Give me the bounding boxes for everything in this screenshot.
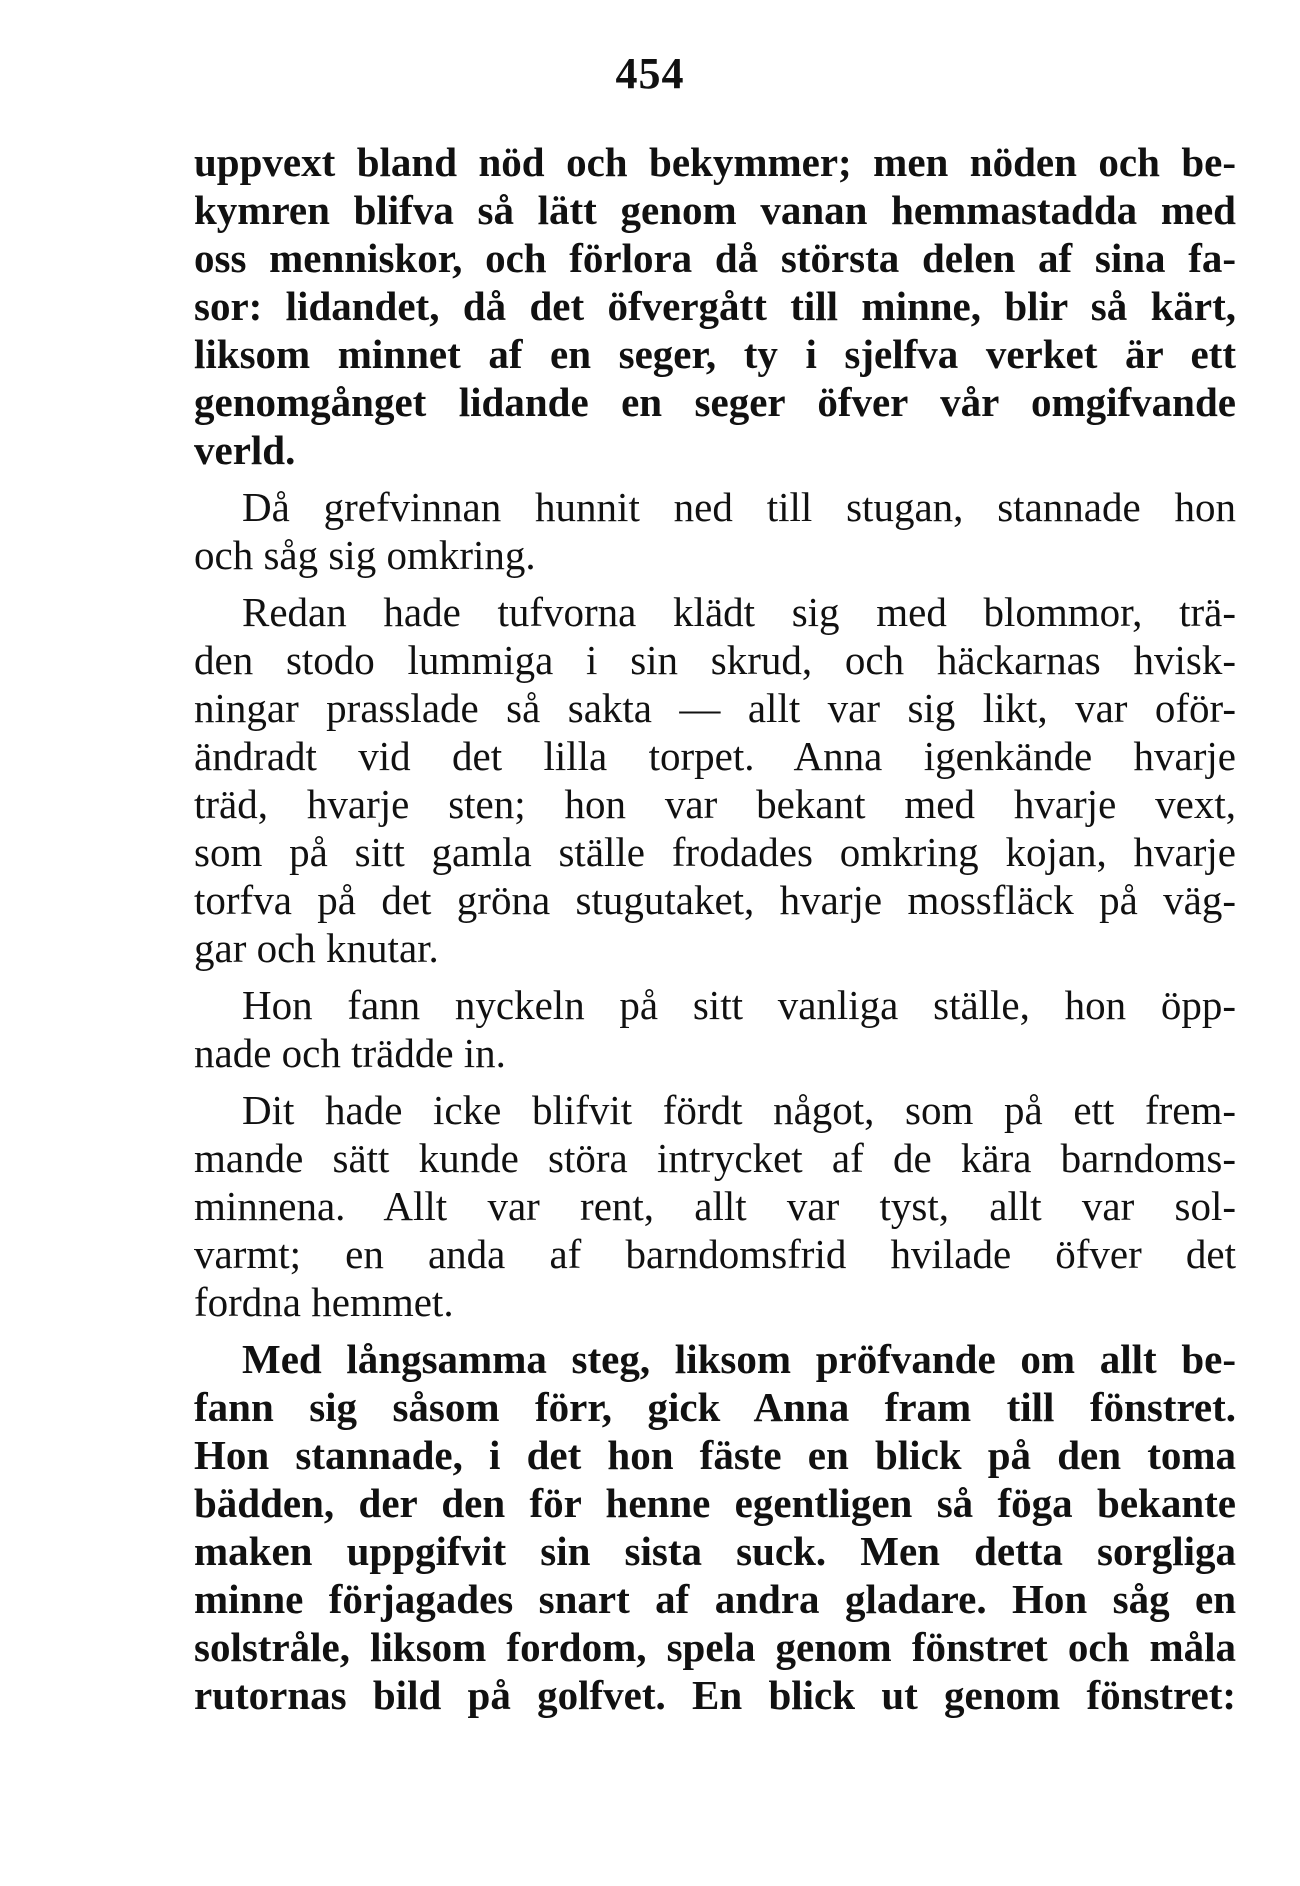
text-line: bädden, der den för henne egentligen så föga bekante xyxy=(194,1480,1236,1526)
text-line: som på sitt gamla ställe frodades omkring kojan, hvarje xyxy=(194,829,1236,875)
text-line: minnena. Allt var rent, allt var tyst, allt var sol- xyxy=(194,1183,1236,1229)
text-line: Då grefvinnan hunnit ned till stugan, stannade hon xyxy=(242,484,1236,530)
text-line: solstråle, liksom fordom, spela genom fönstret och måla xyxy=(194,1624,1236,1670)
text-line: maken uppgifvit sin sista suck. Men detta sorgliga xyxy=(194,1528,1236,1574)
text-line: oss menniskor, och förlora då största delen af sina fa- xyxy=(194,235,1236,281)
paragraph-2 xyxy=(194,483,1236,579)
text-line: liksom minnet af en seger, ty i sjelfva verket är ett xyxy=(194,331,1236,377)
text-line: uppvext bland nöd och bekymmer; men nöden och be- xyxy=(194,139,1236,185)
page-number: 454 xyxy=(615,49,685,98)
paragraph-4 xyxy=(194,981,1236,1077)
paragraph-6 xyxy=(194,1335,1236,1719)
text-line: minne förjagades snart af andra gladare. Hon såg en xyxy=(194,1576,1236,1622)
text-line: gar och knutar. xyxy=(194,925,439,971)
text-line: genomgånget lidande en seger öfver vår omgifvande xyxy=(194,379,1236,425)
text-line: kymren blifva så lätt genom vanan hemmastadda med xyxy=(194,187,1236,233)
text-line: sor: lidandet, då det öfvergått till minne, blir så kärt, xyxy=(194,283,1236,329)
text-line: mande sätt kunde störa intrycket af de kära barndoms- xyxy=(194,1135,1236,1181)
paragraph-3 xyxy=(194,588,1236,972)
text-line: Hon fann nyckeln på sitt vanliga ställe, hon öpp- xyxy=(242,982,1236,1028)
paragraph-5 xyxy=(194,1086,1236,1326)
text-line: Med långsamma steg, liksom pröfvande om allt be- xyxy=(242,1336,1236,1382)
text-line: varmt; en anda af barndomsfrid hvilade öfver det xyxy=(194,1231,1236,1277)
text-line: ningar prasslade så sakta — allt var sig likt, var oför- xyxy=(194,685,1236,731)
text-line: verld. xyxy=(194,427,296,473)
text-line: Hon stannade, i det hon fäste en blick på den toma xyxy=(194,1432,1236,1478)
text-line: ändradt vid det lilla torpet. Anna igenkände hvarje xyxy=(194,733,1236,779)
body-text xyxy=(194,138,1236,1719)
text-line: fann sig såsom förr, gick Anna fram till fönstret. xyxy=(194,1384,1236,1430)
text-line: nade och trädde in. xyxy=(194,1030,506,1076)
text-line: träd, hvarje sten; hon var bekant med hvarje vext, xyxy=(194,781,1236,827)
text-line: rutornas bild på golfvet. En blick ut genom fönstret: xyxy=(194,1672,1236,1718)
text-line: Dit hade icke blifvit fördt något, som på ett frem- xyxy=(242,1087,1236,1133)
text-line: Redan hade tufvorna klädt sig med blommor, trä- xyxy=(242,589,1236,635)
text-line: den stodo lummiga i sin skrud, och häckarnas hvisk- xyxy=(194,637,1236,683)
text-line: fordna hemmet. xyxy=(194,1279,454,1325)
text-line: torfva på det gröna stugutaket, hvarje mossfläck på väg- xyxy=(194,877,1236,923)
text-line: och såg sig omkring. xyxy=(194,532,536,578)
paragraph-1 xyxy=(194,138,1236,474)
